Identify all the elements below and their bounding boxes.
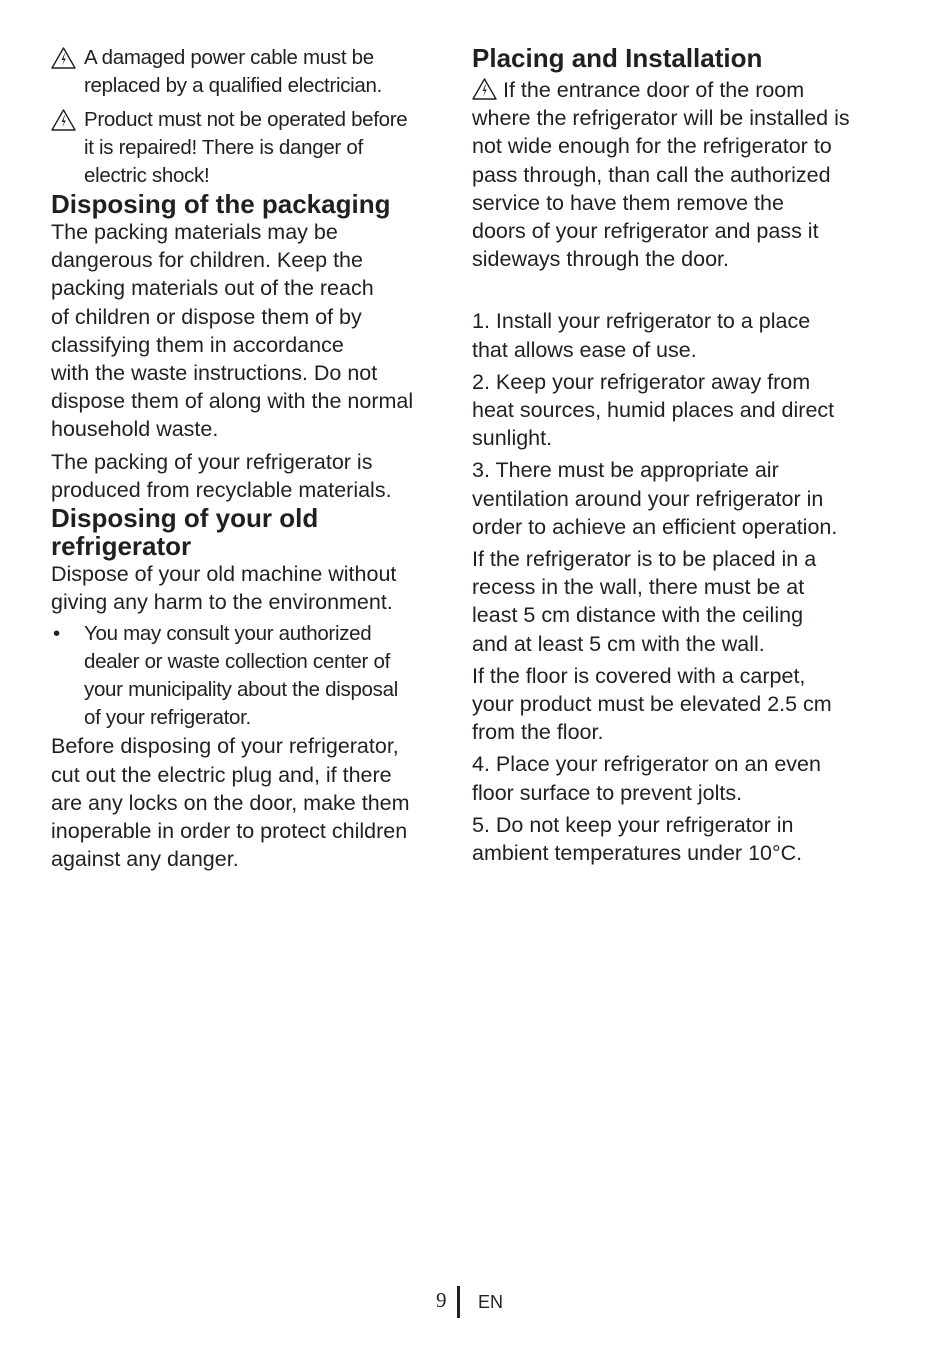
step-2: 2. Keep your refrigerator away from heat sources, humid places and direct sunlight. <box>472 369 835 451</box>
footer-divider <box>457 1286 460 1318</box>
paragraph-packaging-1: The packing materials may be dangerous for children. Keep the packing materials out of the reach of children or dispose them of by classifying them in accordance with the waste instructions. Do not dispose them of along with the normal household waste. <box>51 220 414 442</box>
warning-do-not-operate: Product must not be operated before it is repaired! There is danger of electric shock! <box>51 106 446 190</box>
heading-placing-installation: Placing and Installation <box>472 43 763 73</box>
bullet-dot: • <box>53 622 60 646</box>
warning-icon <box>472 78 497 100</box>
warning-icon <box>51 47 76 69</box>
right-column <box>472 44 882 867</box>
step-3: 3. There must be appropriate air ventilation around your refrigerator in order to achieve an efficient operation. <box>472 458 838 539</box>
warning-damaged-cable: A damaged power cable must be replaced by a qualified electrician. <box>51 44 446 100</box>
bullet-consult-dealer: • You may consult your authorized dealer or waste collection center of your municipality about the disposal of your refrigerator. <box>53 622 398 730</box>
step-5: 5. Do not keep your refrigerator in ambient temperatures under 10°C. <box>472 812 803 866</box>
language-code: EN <box>478 1292 504 1312</box>
step-1: 1. Install your refrigerator to a place that allows ease of use. <box>472 309 811 362</box>
step-3-recess-note: If the refrigerator is to be placed in a recess in the wall, there must be at least 5 cm distance with the ceiling and at least 5 cm with the wall. <box>472 547 817 656</box>
page-number: 9 <box>436 1288 447 1312</box>
paragraph-packaging-2: The packing of your refrigerator is produced from recyclable materials. <box>51 449 392 502</box>
paragraph-old-fridge-closing: Before disposing of your refrigerator, cut out the electric plug and, if there are any locks on the door, make them inoperable in order to protect children against any danger. <box>51 734 410 872</box>
heading-disposing-old-refrigerator: Disposing of your old refrigerator <box>51 503 319 562</box>
step-4: 4. Place your refrigerator on an even floor surface to prevent jolts. <box>472 752 821 805</box>
warning-icon <box>51 109 76 131</box>
page-footer <box>0 1286 950 1320</box>
heading-disposing-packaging: Disposing of the packaging <box>51 189 391 219</box>
step-3-carpet-note: If the floor is covered with a carpet, your product must be elevated 2.5 cm from the floor. <box>472 663 832 745</box>
paragraph-old-fridge-intro: Dispose of your old machine without giving any harm to the environment. <box>51 562 397 615</box>
warning-entrance-door: If the entrance door of the room where the refrigerator will be installed is not wide enough for the refrigerator to pass through, than call the authorized service to have them remove the doors of your refrigerator and pass it sideways through the door. <box>472 78 850 272</box>
left-column <box>51 44 446 873</box>
